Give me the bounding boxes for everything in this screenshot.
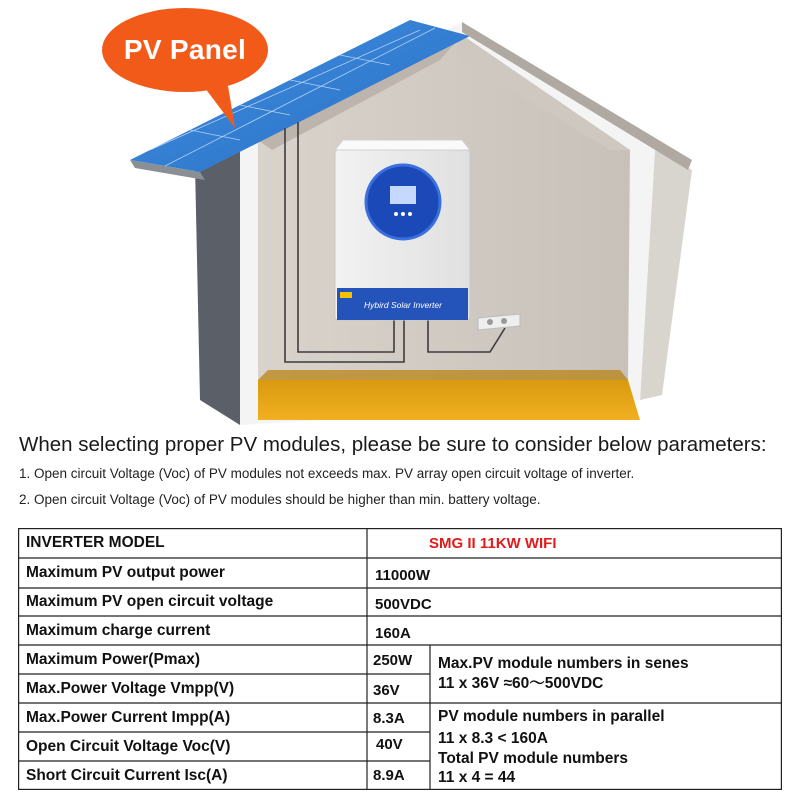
series-note-calc: 11 x 36V ≈60～500VDC xyxy=(438,675,604,692)
parameters-heading: When selecting proper PV modules, please be sure to consider below parameters: xyxy=(19,433,767,456)
inverter-label: Hybird Solar Inverter xyxy=(364,300,442,310)
table-row-value: 40V xyxy=(376,736,403,753)
table-header-label: INVERTER MODEL xyxy=(26,534,165,551)
hybrid-solar-inverter xyxy=(335,140,470,320)
table-row-value: 36V xyxy=(373,682,400,699)
table-row-label: Maximum Power(Pmax) xyxy=(26,650,200,668)
note-item: 2. Open circuit Voltage (Voc) of PV modules should be higher than min. battery voltage. xyxy=(19,492,541,507)
inverter-spec-table xyxy=(18,528,782,790)
table-row-value: 8.3A xyxy=(373,710,405,727)
table-row-label: Maximum PV output power xyxy=(26,564,225,581)
table-row-label: Open Circuit Voltage Voc(V) xyxy=(26,737,231,755)
table-row-label: Maximum PV open circuit voltage xyxy=(26,593,274,610)
table-row-value: 500VDC xyxy=(375,595,432,613)
total-note-calc: 11 x 4 = 44 xyxy=(438,769,516,786)
total-note-title: Total PV module numbers xyxy=(438,750,629,767)
table-row-label: Short Circuit Current Isc(A) xyxy=(26,766,228,784)
table-row-value: 11000W xyxy=(375,566,431,584)
table-row-label: Max.Power Current Impp(A) xyxy=(26,708,231,726)
parallel-note-title: PV module numbers in parallel xyxy=(438,708,665,725)
pv-panel-callout-label: PV Panel xyxy=(123,34,247,65)
parallel-note-calc: 11 x 8.3 < 160A xyxy=(438,730,548,747)
inverter-model-value: SMG II 11KW WIFI xyxy=(429,534,557,552)
table-row-label: Max.Power Voltage Vmpp(V) xyxy=(26,679,235,697)
table-row-value: 160A xyxy=(375,624,411,642)
house-left-side-wall xyxy=(195,140,240,425)
table-row-value: 250W xyxy=(373,652,413,669)
note-item: 1. Open circuit Voltage (Voc) of PV modules not exceeds max. PV array open circuit voltage of inverter. xyxy=(19,466,635,481)
table-row-value: 8.9A xyxy=(373,767,405,784)
table-row-label: Maximum charge current xyxy=(26,621,211,639)
series-note-title: Max.PV module numbers in senes xyxy=(438,655,689,672)
house-floor xyxy=(258,380,640,420)
